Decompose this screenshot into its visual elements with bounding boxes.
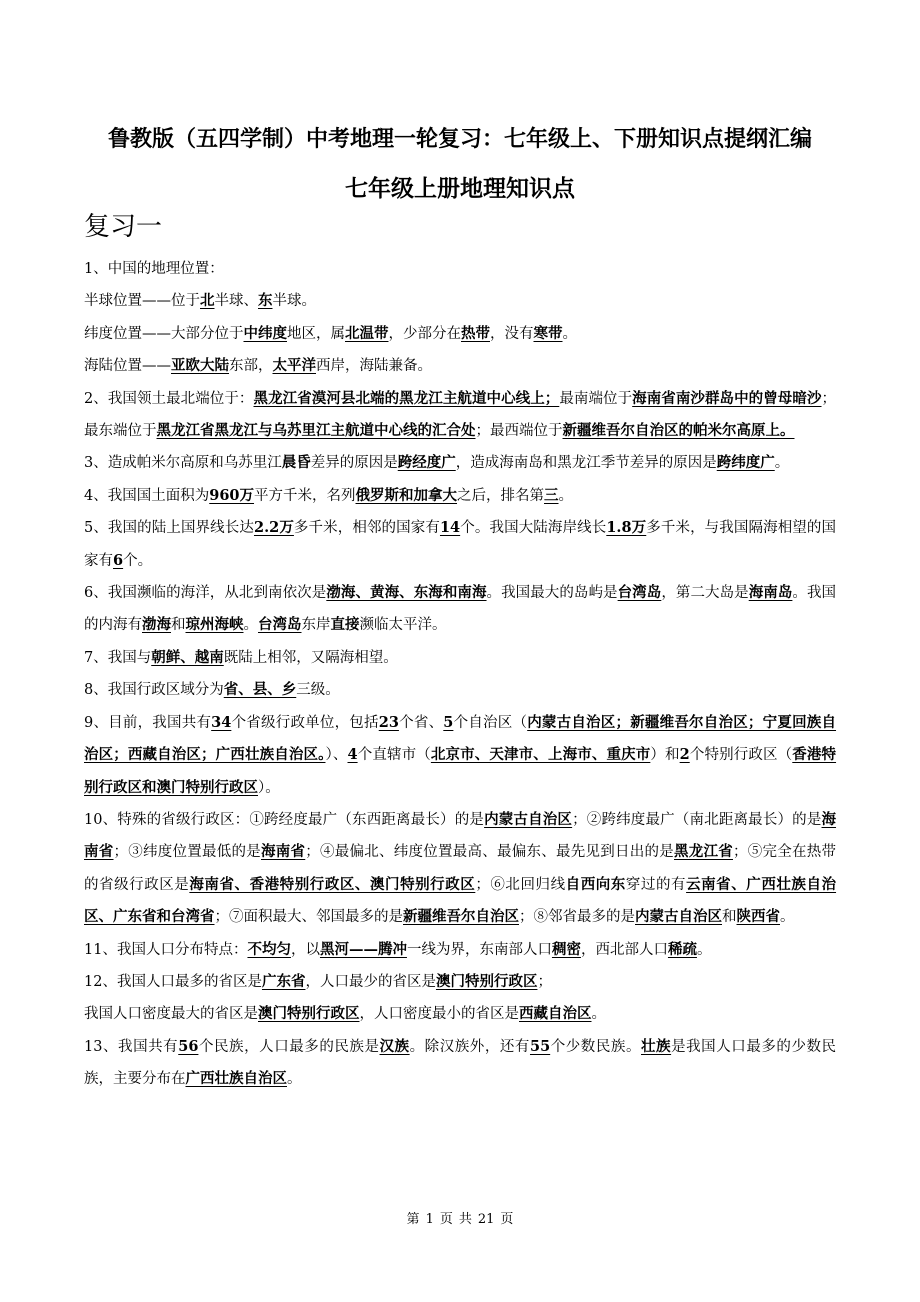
underlined-answer: 北京市、天津市、上海市、重庆市 [430,746,651,764]
text-run: 地区，属 [287,325,345,342]
underlined-answer: 海南省南沙群岛中的曾母暗沙 [632,389,822,407]
text-run: ；②跨纬度最广（南北距离最长）的是 [572,811,822,828]
underlined-answer: 陕西省 [736,908,780,926]
underlined-answer: 内蒙古自治区 [635,908,722,926]
bold-text: 直接 [330,616,360,634]
underlined-answer: 新疆维吾尔自治区 [403,908,519,926]
underlined-answer: 太平洋 [272,357,316,375]
underlined-answer: 海南省 [261,843,306,861]
underlined-answer: 稠密 [551,940,581,958]
underlined-answer: 澳门特别行政区 [258,1005,360,1023]
paragraph [84,998,836,1030]
text-run: 11、我国人口分布特点： [84,941,248,958]
underlined-answer: 内蒙古自治区；新疆维吾尔自治区；宁夏回族自治区；西藏自治区；广西壮族自治区。 [84,713,837,764]
text-run: ，造成海南岛和黑龙江季节差异的原因是 [455,455,717,472]
paragraph [84,480,836,512]
footer-prefix: 第 [406,1212,420,1227]
text-run: 。 [696,941,712,958]
bold-text: 自西向东 [565,875,626,893]
underlined-answer: 56 [178,1037,199,1055]
text-run: 是我国人口最多的少数民族，主要分布在 [84,1038,837,1088]
underlined-answer: 中纬度 [243,324,287,342]
text-run: 多千米，与我国隔海相望的国家有 [84,520,837,569]
underlined-answer: 寒带 [533,324,563,342]
underlined-answer: 热带 [461,324,490,342]
text-run: 。 [558,487,574,504]
paragraph [84,285,836,317]
underlined-answer: 亚欧大陆 [171,357,229,375]
footer-text: 页 [439,1212,453,1227]
text-run: 个省级行政单位，包括 [231,714,379,731]
text-run: 平方千米，名列 [254,487,356,504]
underlined-answer: 朝鲜、越南 [151,648,224,666]
underlined-answer: 海南省、香港特别行政区、澳门特别行政区 [189,875,476,893]
underlined-answer: 三 [544,486,559,504]
underlined-answer: 渤海 [142,616,171,634]
underlined-answer: 稀疏 [667,940,697,958]
underlined-answer: 跨纬度广 [716,454,775,472]
text-run: 3、造成帕米尔高原和乌苏里江 [84,455,282,472]
text-run: 4、我国国土面积为 [84,487,210,504]
text-run: 三级。 [296,682,340,699]
text-run: 个省、 [398,714,444,731]
text-run: 6、我国濒临的海洋，从北到南依次是 [84,585,327,602]
underlined-answer: 台湾岛 [258,616,302,634]
text-run: ；④最偏北、纬度位置最高、最偏东、最先见到日出的是 [305,844,674,861]
underlined-answer: 台湾岛 [617,584,662,602]
underlined-answer: 北 [200,292,215,310]
paragraph [84,966,836,998]
underlined-answer: 2 [679,746,690,764]
paragraph [84,934,836,966]
text-run: 个民族，人口最多的民族是 [198,1038,380,1055]
text-run: 。 [780,909,795,926]
text-run: 海陆位置—— [84,358,171,375]
underlined-answer: 香港特别行政区和澳门特别行政区 [84,746,837,796]
text-run: 穿过的有 [625,876,687,893]
text-run: ）、 [325,747,348,764]
text-run: ，人口密度最小的省区是 [359,1006,519,1023]
text-run: 半球、 [214,293,258,310]
document-title: 鲁教版（五四学制）中考地理一轮复习：七年级上、下册知识点提纲汇编 [107,127,812,152]
underlined-answer: 新疆维吾尔自治区的帕米尔高原上。 [562,422,795,440]
text-run: 既陆上相邻，又隔海相望。 [223,649,398,666]
paragraph [84,383,836,448]
text-run: ，以 [290,941,320,958]
text-run: ，第二大岛是 [661,585,749,602]
underlined-answer: 云南省、广西壮族自治区、广东省和台湾省 [84,875,837,926]
text-run: 和 [722,909,737,926]
underlined-answer: 55 [529,1037,551,1055]
document-subtitle: 七年级上册地理知识点 [345,176,575,202]
text-run: 。除汉族外，还有 [409,1038,530,1055]
underlined-answer: 4 [347,746,358,764]
paragraph [84,447,836,479]
text-run: 半球位置——位于 [84,293,200,310]
text-run: 个直辖市（ [357,747,431,764]
text-run: 9、目前，我国共有 [84,714,212,731]
underlined-answer: 5 [443,713,454,731]
text-run: ，少部分在 [388,325,461,342]
underlined-answer: 1.8万 [606,519,647,537]
underlined-answer: 琼州海峡 [185,616,244,634]
text-run: 7、我国与 [84,649,152,666]
underlined-answer: 960万 [209,486,255,504]
underlined-answer: 海南岛 [748,584,793,602]
text-run: 5、我国的陆上国界线长达 [84,520,254,537]
paragraph [84,674,836,706]
text-run: ；最西端位于 [475,423,563,440]
text-run: ，西北部人口 [580,941,668,958]
underlined-answer: 跨经度广 [397,454,456,472]
paragraph [84,254,836,285]
underlined-answer: 汉族 [379,1037,410,1055]
underlined-answer: 23 [378,713,399,731]
paragraph [84,804,836,934]
underlined-answer: 黑河——腾冲 [319,940,407,958]
text-run: 差异的原因是 [310,455,398,472]
underlined-answer: 西藏自治区 [519,1005,592,1023]
content-body [84,254,836,1096]
section-heading: 复习一 [84,212,163,242]
paragraph [84,642,836,674]
text-run: 一线为界，东南部人口 [406,941,552,958]
underlined-answer: 俄罗斯和加拿大 [355,486,458,504]
text-run: 。我国的内海有 [84,585,837,634]
text-run: 东部， [229,358,273,375]
text-run: ，没有 [490,325,534,342]
footer-total-pages: 21 [477,1212,495,1227]
underlined-answer: 东 [258,292,273,310]
text-run: 13、我国共有 [84,1038,179,1055]
footer-page-number: 1 [425,1212,434,1227]
text-run: 个少数民族。 [550,1038,641,1055]
text-run: 。 [562,325,577,342]
text-run: 。我国最大的岛屿是 [486,585,618,602]
text-run: 12、我国人口最多的省区是 [84,973,262,990]
text-run: 我国人口密度最大的省区是 [84,1006,258,1023]
text-run: 个自治区（ [453,714,528,731]
text-run: ，人口最少的省区是 [305,973,436,990]
text-run: 2、我国领土最北端位于： [84,390,254,407]
text-run: ； [537,973,552,990]
text-run: 。 [287,1071,302,1088]
text-run: 。 [243,617,258,634]
text-run: 。 [591,1006,606,1023]
underlined-answer: 广东省 [261,972,306,990]
underlined-answer: 北温带 [345,324,389,342]
underlined-answer: 2.2万 [253,519,294,537]
text-run: 10、特殊的省级行政区：①跨经度最广（东西距离最长）的是 [84,811,485,828]
footer-text: 共 [458,1212,472,1227]
underlined-answer: 海南省 [84,810,837,861]
text-run: ；⑤完全在热带的省级行政区是 [84,844,836,893]
text-run: ）和 [650,747,680,764]
text-run: 濒临太平洋。 [359,617,447,634]
text-run: 1、中国的地理位置： [84,261,224,277]
underlined-answer: 14 [439,519,461,537]
footer-text: 页 [500,1212,514,1227]
text-run: ；最东端位于 [84,390,837,440]
underlined-answer: 不均匀 [247,940,291,958]
text-run: 东岸 [301,617,331,634]
paragraph [84,1031,836,1096]
text-run: ；⑧邻省最多的是 [519,909,635,926]
underlined-answer: 壮族 [641,1037,672,1055]
text-run: 个。我国大陆海岸线长 [460,520,607,537]
text-run: 。 [774,455,790,472]
text-run: 之后，排名第 [457,487,545,504]
underlined-answer: 34 [211,713,232,731]
text-run: ；⑦面积最大、邻国最多的是 [214,909,403,926]
underlined-answer: 黑龙江省黑龙江与乌苏里江主航道中心线的汇合处 [156,422,476,440]
text-run: 西岸，海陆兼备。 [316,358,432,375]
text-run: 多千米，相邻的国家有 [293,520,440,537]
underlined-answer: 内蒙古自治区 [484,810,573,828]
text-run: ；⑥北回归线 [475,876,566,893]
text-run: 个特别行政区（ [689,747,793,764]
paragraph [84,512,836,577]
text-run: 纬度位置——大部分位于 [84,325,244,342]
underlined-answer: 黑龙江省漠河县北端的黑龙江主航道中心线上； [253,389,560,407]
text-run: 和 [171,617,186,634]
underlined-answer: 澳门特别行政区 [435,972,538,990]
underlined-answer: 6 [113,551,124,569]
underlined-answer: 渤海、黄海、东海和南海 [326,584,487,602]
paragraph [84,350,836,382]
text-run: 半球。 [272,293,316,310]
paragraph [84,707,836,804]
paragraph [84,577,836,642]
text-run: 个。 [123,552,153,569]
paragraph [84,318,836,350]
bold-text: 晨昏 [281,454,311,472]
underlined-answer: 广西壮族自治区 [185,1070,287,1088]
text-run: 最南端位于 [559,390,633,407]
text-run: 8、我国行政区域分为 [84,682,224,699]
underlined-answer: 黑龙江省 [674,843,733,861]
underlined-answer: 省、县、乡 [223,681,297,699]
text-run: ；③纬度位置最低的是 [113,844,261,861]
text-run: ）。 [258,779,280,796]
page-footer [0,1208,920,1227]
